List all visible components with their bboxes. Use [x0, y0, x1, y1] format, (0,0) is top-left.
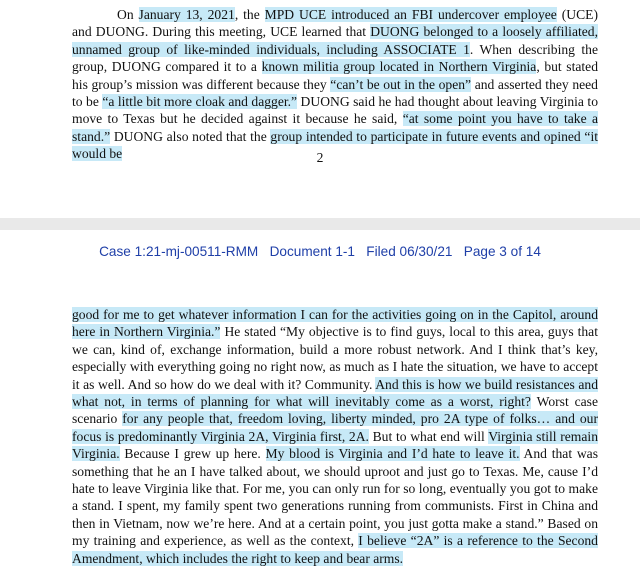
document-page-bottom [0, 230, 640, 566]
text-run: (UCE) and DUONG. During this meeting, UCE learned that [72, 7, 598, 40]
text-run: Worst case scenario [72, 394, 598, 427]
highlighted-text: group intended to participate in future events and opined “it would be [72, 128, 598, 162]
highlighted-text: known militia group located in Northern Virginia [261, 59, 537, 75]
highlighted-text: “can’t be out in the open” [330, 76, 472, 92]
text-run: He stated “My objective is to find guys, local to this area, guys that we can, kind of, exchange information, build a more robust network. And I think that’s key, especially with everything going no right now, as much as I hate the situation, we have to accept it as well. And so how do we deal with it? Community. [72, 324, 598, 392]
highlighted-text: I believe “2A” is a reference to the Second Amendment, which includes the right to keep and bear arms. [72, 533, 598, 566]
highlighted-text: “a little bit more cloak and dagger.” [102, 94, 298, 110]
highlighted-text: DUONG belonged to a loosely affiliated, unnamed group of like-minded individuals, including ASSOCIATE 1 [72, 24, 598, 57]
text-run: And that was something that he an I have talked about, we should uproot and just go to Texas. Me, cause I’d hate to leave Virginia like that. For me, you can only run for so long, eventually you got to make a stand. I spent, my family spent two generations running from communists. First in China and then in Vietnam, now we’re here. And at a certain point, you just gotta make a stand.” Based on my training and experience, as well as the context, [72, 446, 598, 549]
page-number: 2 [316, 150, 324, 165]
case-header: Case 1:21-mj-00511-RMM Document 1-1 Filed 06/30/21 Page 3 of 14 [99, 244, 541, 259]
highlighted-text: for any people that, freedom loving, liberty minded, pro 2A type of folks… and our focus is predominantly Virginia 2A, Virginia first, 2A. [72, 411, 598, 444]
text-run: and asserted they need to be [72, 76, 598, 110]
body-paragraph-top [72, 6, 598, 163]
text-run: , the [234, 7, 265, 22]
highlighted-text: January 13, 2021 [138, 7, 235, 22]
text-run: But to what end will [368, 428, 489, 444]
text-run: On [117, 7, 139, 22]
highlighted-text: And this is how we build resistances and what not, in terms of planning for what will inevitably come as a worst, right? [72, 376, 598, 410]
text-run: . When describing the group, DUONG compared it to a [72, 41, 598, 75]
highlighted-text: good for me to get whatever information I can for the activities going on in the Capitol, around here in Northern Virginia.” [72, 307, 598, 340]
highlighted-text: Virginia still remain Virginia. [72, 428, 598, 462]
highlighted-text: “at some point you have to take a stand.” [72, 111, 598, 144]
text-run: Because I grew up here. [119, 446, 266, 462]
text-run: DUONG said he had thought about leaving Virginia to move to Texas but he decided against it because he said, [72, 94, 598, 127]
text-run: DUONG also noted that the [110, 128, 271, 144]
page-gap [0, 218, 640, 230]
document-page-top [0, 0, 640, 218]
text-run: , but stated his group’s mission was different because they [72, 59, 598, 92]
highlighted-text: MPD UCE introduced an FBI undercover employee [264, 7, 557, 22]
body-paragraph-bottom [72, 306, 598, 567]
highlighted-text: My blood is Virginia and I’d hate to leave it. [265, 446, 520, 462]
